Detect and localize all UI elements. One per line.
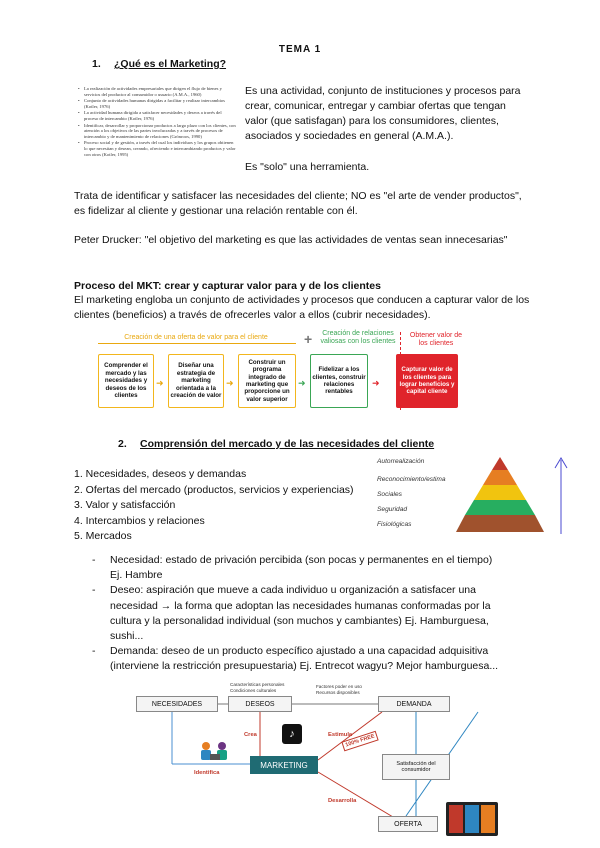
pyramid-label: Fisiológicas: [377, 521, 412, 528]
box-deseos: DESEOS: [228, 696, 292, 712]
bullet-line: Demanda: deseo de un producto específico ajustado a una capacidad adquisitiva: [110, 645, 489, 658]
note-line: Recursos disponibles: [316, 689, 360, 695]
bullet-line: cultura y la personalidad individual (son muchos y cambiantes) Ej. Hamburguesa,: [110, 614, 489, 627]
pyramid-level-1: [492, 457, 508, 470]
paragraph-drucker: Peter Drucker: "el objetivo del marketing es que las actividades de ventas sean innecesarias": [74, 234, 508, 246]
box-demanda: DEMANDA: [378, 696, 450, 712]
process-head-capture: Obtener valor de los clientes: [409, 332, 463, 347]
bullet-line: Ej. Hambre: [110, 569, 163, 582]
needs-demand-diagram: [132, 680, 502, 846]
tiktok-logo-icon: ♪: [282, 724, 302, 744]
note-line: Condiciones culturales: [230, 687, 277, 693]
app-screenshots-image: [446, 802, 498, 836]
box-necesidades: NECESIDADES: [136, 696, 218, 712]
list-item: 2. Ofertas del mercado (productos, servicios y experiencias): [74, 483, 354, 496]
definition-quote: • La realización de actividades empresariales que dirigen el flujo de bienes y servicios del productor al consumidor o usuario (A.M.A., 1960): [78, 86, 236, 97]
pyramid-level-5: [456, 515, 544, 532]
process-step-1: Comprender el mercado y las necesidades y deseos de los clientes: [98, 354, 154, 408]
process-head-line: [98, 343, 296, 344]
section-2-number: 2.: [118, 438, 127, 450]
list-item: 5. Mercados: [74, 530, 132, 542]
pyramid-level-3: [474, 485, 526, 500]
arrow-right-icon: ➜: [372, 378, 380, 388]
process-step-3: Construir un programa integrado de marketing que proporcione un valor superior: [238, 354, 296, 408]
definition-quote: • La actividad humana dirigida a satisfacer necesidades y deseos a través del proceso de intercambio (Kotler, 1976): [78, 110, 236, 121]
maslow-pyramid-svg: [373, 452, 598, 542]
section-1-heading: [92, 58, 226, 70]
bullet-item: [92, 553, 552, 583]
pyramid-label: Reconocimiento/estima: [377, 476, 446, 483]
process-heading: Proceso del MKT: crear y capturar valor para y de los clientes: [74, 280, 381, 292]
list-item: 4. Intercambios y relaciones: [74, 514, 205, 527]
process-step-5: Capturar valor de los clientes para lograr beneficios y capital cliente: [396, 354, 458, 408]
bullet-dash: -: [92, 554, 96, 566]
concepts-list: [74, 467, 394, 545]
maslow-pyramid: [373, 452, 598, 542]
section-1-title: ¿Qué es el Marketing?: [114, 58, 227, 70]
definition-quote: • Identificar, desarrollar y proporcionar productos a largo plazo con los clientes, con atención a los objetivos de las partes involucradas y a través de procesos de intercambio y de mantenimiento de relaciones (Grönroos, 1990): [78, 123, 236, 140]
process-head-relations: Creación de relaciones valiosas con los clientes: [320, 330, 396, 345]
bullet-line: sushi...: [110, 630, 144, 643]
people-illustration-icon: [198, 740, 232, 762]
bullet-line: Deseo: aspiración que mueve a cada individuo u organización a satisfacer una: [110, 584, 476, 597]
label-crea: Crea: [244, 732, 257, 738]
definition-quote: • Proceso social y de gestión, a través del cual los individuos y los grupos obtienen lo que necesitan y desean, creando, ofreciendo e intercambiando productos y valor con otros (Kotler, 1995): [78, 140, 236, 157]
ama-definition: Es una actividad, conjunto de instituciones y procesos para crear, comunicar, entregar y cambiar ofertas que tengan valor (que satisfagan) para los consumidores, clientes, asociados y sociedades en general (A.M.A.).: [245, 85, 521, 142]
pyramid-level-4: [465, 500, 535, 515]
process-description: El marketing engloba un conjunto de actividades y procesos que conducen a capturar valor de los clientes (beneficios) a través de ofrecerles valor a ellos (cubrir necesidades).: [74, 294, 530, 321]
process-step-4: Fidelizar a los clientes, construir relaciones rentables: [310, 354, 368, 408]
note-demanda: [316, 684, 362, 695]
pyramid-label: Sociales: [377, 491, 402, 498]
process-head-create: Creación de una oferta de valor para el cliente: [124, 334, 268, 341]
marketing-process-diagram: [96, 330, 536, 416]
marketing-definitions-image: [78, 86, 236, 176]
list-item: 3. Valor y satisfacción: [74, 499, 176, 511]
paragraph-identify-needs: Trata de identificar y satisfacer las necesidades del cliente; NO es "el arte de vender productos", es fidelizar al cliente y gestionar una relación rentable con él.: [74, 190, 522, 217]
bullet-dash: -: [92, 645, 96, 658]
bullet-line: Necesidad: estado de privación percibida (son pocas y permanentes en el tiempo): [110, 554, 493, 566]
section-2-title: Comprensión del mercado y de las necesidades del cliente: [140, 438, 435, 450]
pyramid-label: Autorrealización: [377, 458, 425, 465]
section-1-number: 1.: [92, 58, 101, 70]
section-2-heading: [118, 438, 434, 450]
definitions-bullets: [92, 553, 552, 675]
label-identifica: Identifica: [194, 770, 220, 776]
plus-icon: +: [304, 331, 313, 347]
note-line: Características personales: [230, 682, 285, 687]
note-deseos: [230, 682, 284, 693]
definition-quote: • Conjunto de actividades humanas dirigidas a facilitar y realizar intercambios (Kotler, 1976): [78, 98, 236, 109]
label-desarrolla: Desarrolla: [328, 798, 357, 804]
label-estimula: Estimula: [328, 732, 353, 738]
process-step-2: Diseñar una estrategia de marketing orientada a la creación de valor: [168, 354, 224, 408]
free-stamp: 100% FREE: [341, 731, 379, 752]
arrow-right-icon: ➜: [298, 378, 306, 388]
list-item: 1. Necesidades, deseos y demandas: [74, 468, 247, 480]
arrow-right-icon: ➜: [226, 378, 234, 388]
bullet-line: (interviene la restricción presupuestaria) Ej. Entrecot wagyu? Mejor hamburguesa...: [110, 660, 499, 673]
bullet-item: [92, 583, 552, 644]
arrow-right-icon: ➜: [156, 378, 164, 388]
bullet-item: [92, 644, 552, 674]
pyramid-level-2: [483, 470, 517, 485]
tool-note: Es "solo" una herramienta.: [245, 161, 370, 173]
box-oferta: OFERTA: [378, 816, 438, 832]
pyramid-label: Seguridad: [377, 506, 408, 513]
bullet-line: necesidad → la forma que adoptan las necesidades humanas conformadas por la: [110, 599, 491, 612]
note-line: Factores poder en uso: [316, 684, 362, 689]
page-title: TEMA 1: [278, 44, 322, 55]
bullet-dash: -: [92, 584, 96, 597]
box-satisfaccion: Satisfacción del consumidor: [382, 754, 450, 780]
box-marketing: MARKETING: [250, 756, 318, 774]
